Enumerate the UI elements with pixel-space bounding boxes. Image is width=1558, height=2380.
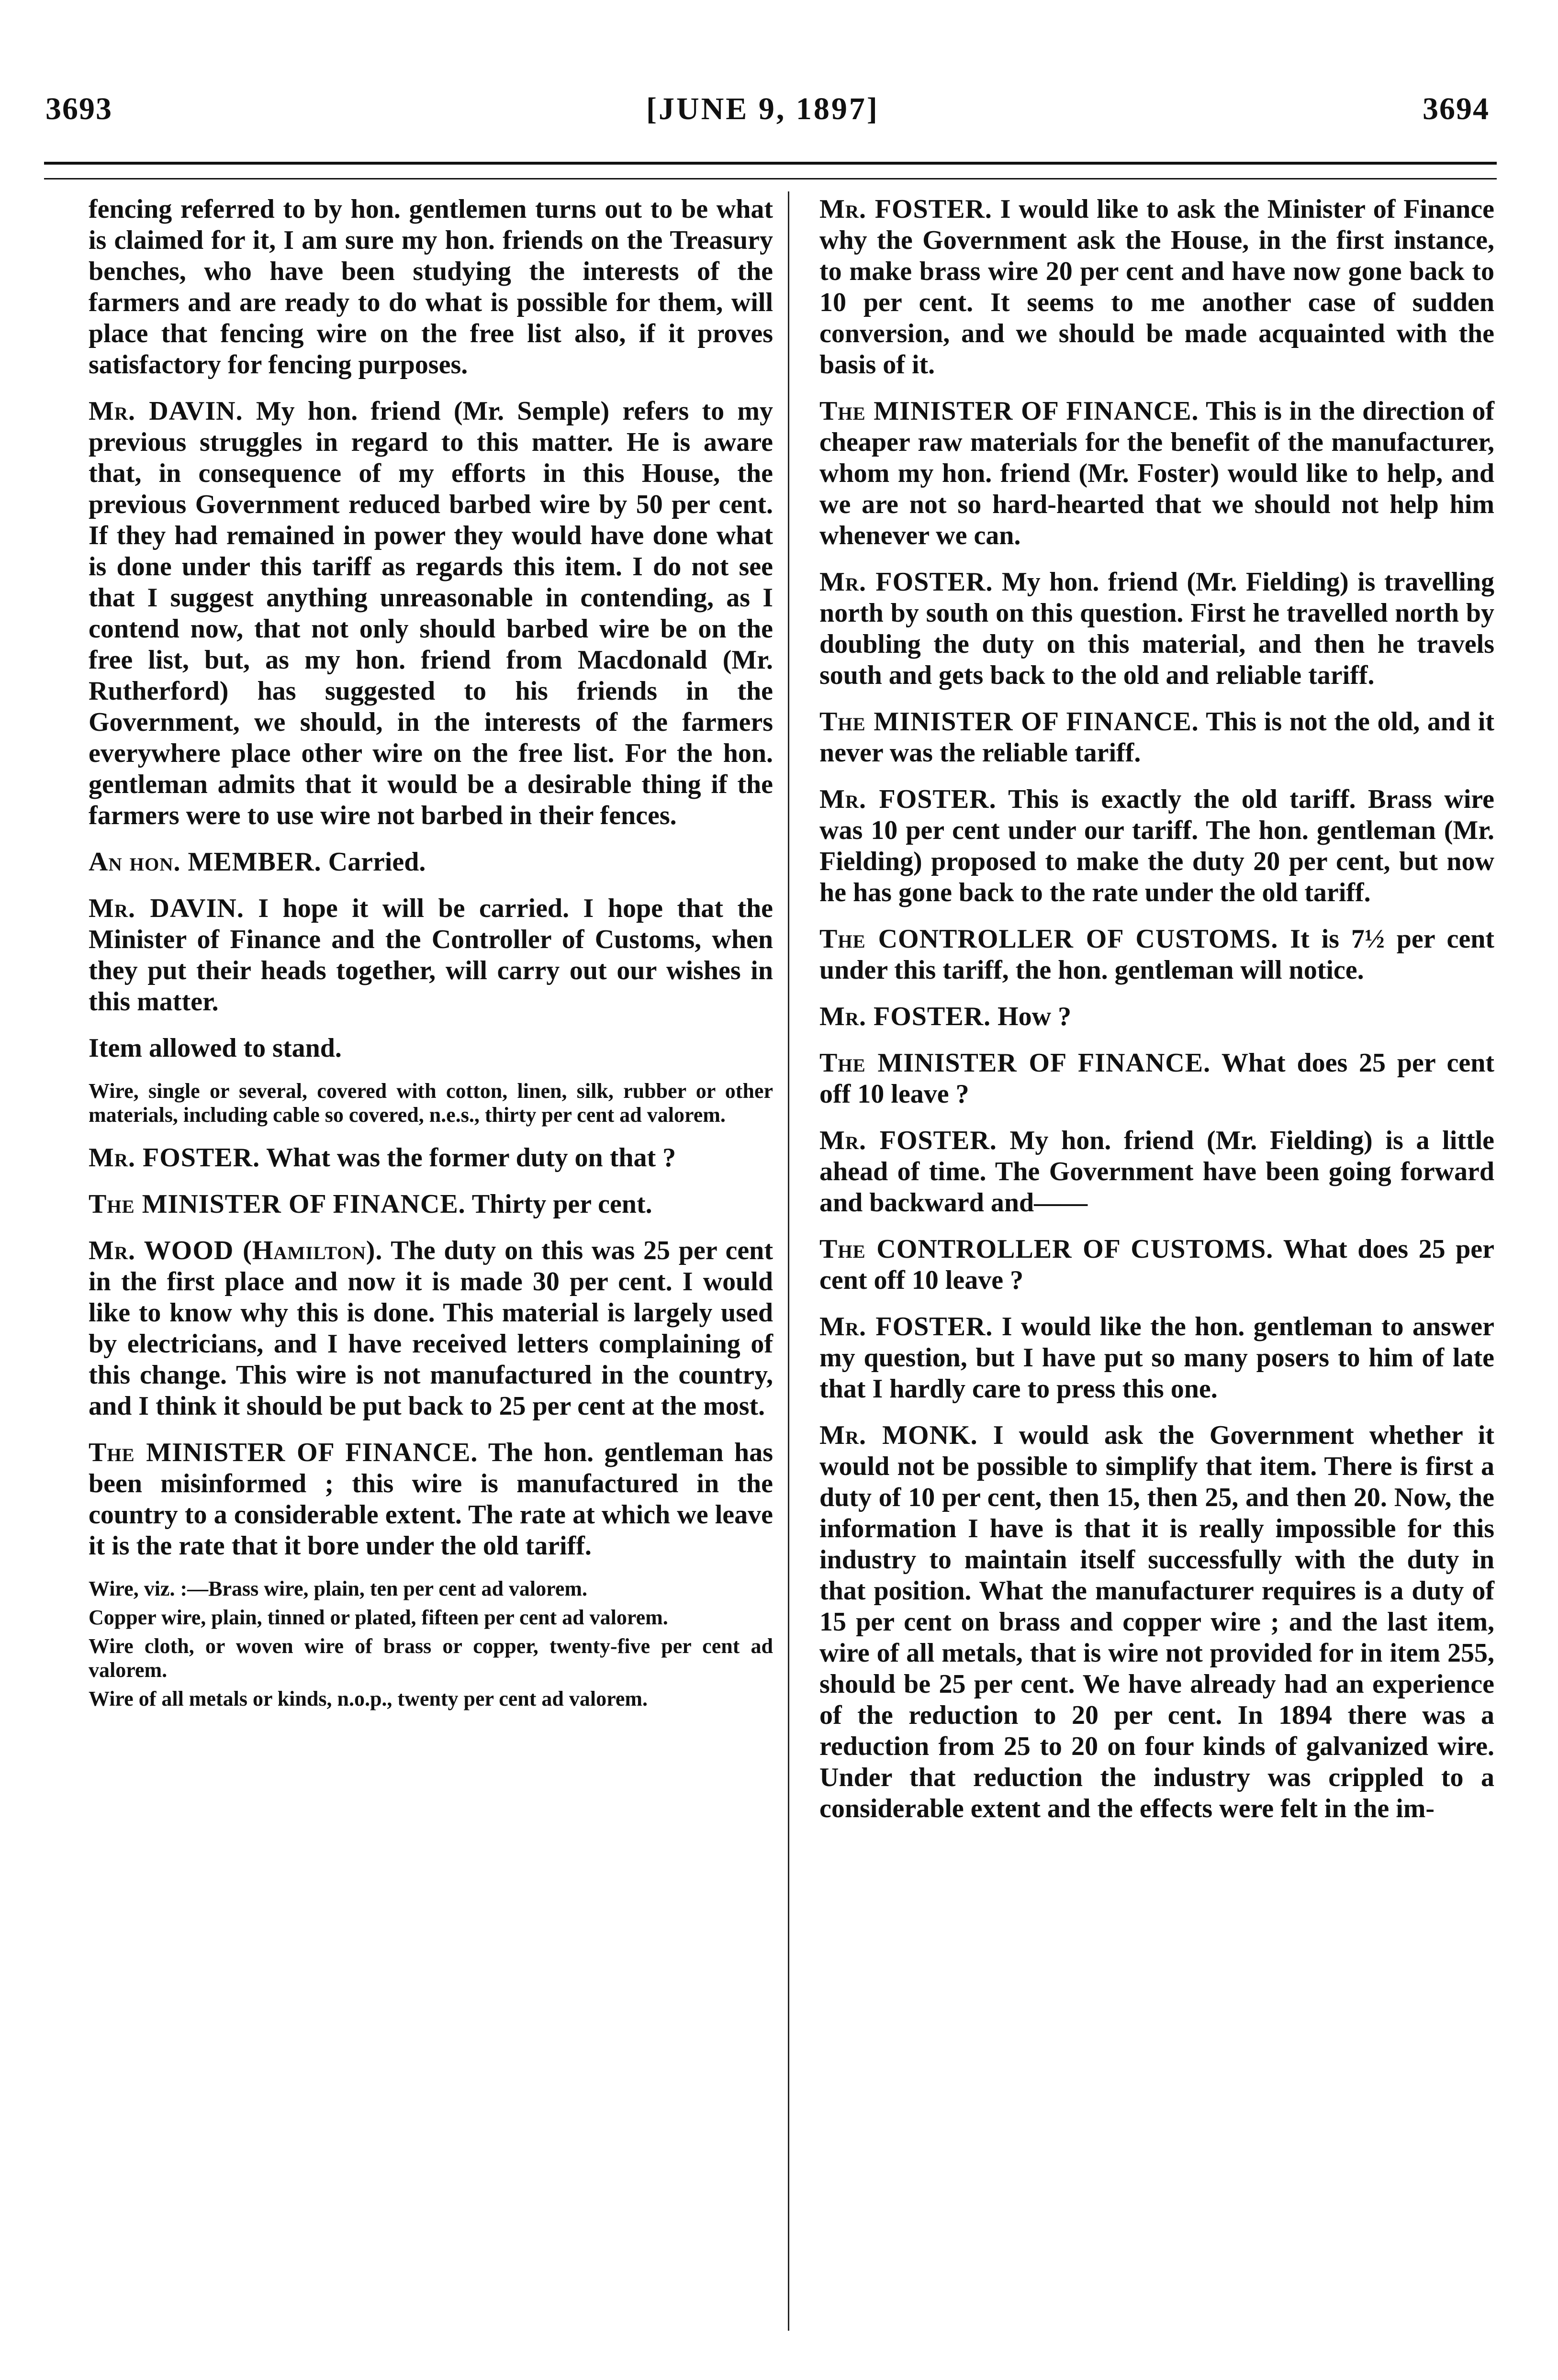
speech-text: My hon. friend (Mr. Fielding) is a little ahead of time. The Government have been going forward and backward and—— (819, 1126, 1495, 1218)
paragraph (819, 706, 1494, 769)
left-page-number: 3693 (45, 91, 112, 126)
column-divider (788, 191, 789, 2331)
speech-text: What does 25 per cent off 10 leave ? (819, 1048, 1494, 1109)
paragraph (89, 1235, 773, 1422)
paragraph (89, 1142, 773, 1173)
speaker-name: The MINISTER OF FINANCE. (819, 707, 1199, 737)
speech-text: fencing referred to by hon. gentlemen turns out to be what is claimed for it, I am sure my hon. friends on the Treasury benches, who have been studying the interests of the farmers and are ready to do what is possible for them, will place that fencing wire on the free list also, if it proves satisfactory for fencing purposes. (89, 194, 773, 380)
paragraph (819, 924, 1494, 986)
right-column (819, 194, 1494, 1840)
speech-text: This is in the direction of cheaper raw materials for the benefit of the manufacturer, whom my hon. friend (Mr. Foster) would like to help, and we are not so hard-hearted that we should not help him whenever we can. (819, 396, 1494, 550)
left-column (89, 194, 773, 1726)
paragraph (819, 194, 1494, 380)
speaker-name: An hon. MEMBER. (89, 847, 322, 877)
speaker-name: Mr. FOSTER. (819, 784, 997, 814)
speaker-name: Mr. MONK. (819, 1420, 978, 1450)
speech-text: How ? (998, 1002, 1072, 1031)
speech-text: The hon. gentleman has been misinformed ; this wire is manufactured in the country to a considerable extent. The rate at which we leave it is the rate that it bore under the old tariff. (89, 1438, 773, 1561)
tariff-items-wire (89, 1577, 773, 1711)
paragraph (819, 1420, 1494, 1824)
right-paragraphs (819, 194, 1494, 1824)
paragraph (819, 1001, 1494, 1032)
speaker-name: The MINISTER OF FINANCE. (819, 396, 1199, 426)
tariff-item-text: Copper wire, plain, tinned or plated, fifteen per cent ad valorem. (89, 1606, 668, 1629)
tariff-item-text: Wire, single or several, covered with cotton, linen, silk, rubber or other materials, including cable so covered, n.e.s., thirty per cent ad valorem. (89, 1079, 773, 1127)
speaker-name: Mr. FOSTER. (819, 1126, 997, 1155)
speaker-name: The MINISTER OF FINANCE. (819, 1048, 1211, 1078)
paragraph (89, 1189, 773, 1220)
speech-text: What was the former duty on that ? (266, 1143, 676, 1173)
paragraph (819, 784, 1494, 908)
speaker-name: Mr. FOSTER. (819, 567, 993, 597)
speech-text: What does 25 per cent off 10 leave ? (819, 1234, 1494, 1295)
paragraph (819, 396, 1494, 551)
speaker-name: The CONTROLLER OF CUSTOMS. (819, 1234, 1274, 1264)
paragraph (89, 1033, 773, 1064)
speaker-name: Mr. WOOD (Hamilton). (89, 1236, 383, 1265)
speaker-name: The MINISTER OF FINANCE. (89, 1189, 466, 1219)
tariff-item-text: Wire, viz. :—Brass wire, plain, ten per cent ad valorem. (89, 1577, 588, 1600)
speaker-name: Mr. FOSTER. (819, 194, 992, 224)
speech-text: I would ask the Government whether it would not be possible to simplify that item. There is first a duty of 10 per cent, then 15, then 25, and then 20. Now, the information I have is that it is really impossible for this industry to maintain itself successfully with the duty in that position. What the manufacturer requires is a duty of 15 per cent on brass and copper wire ; and the last item, wire of all metals, that is wire not provided for in item 255, should be 25 per cent. We have already had an experience of the reduction to 20 per cent. In 1894 there was a reduction from 25 to 20 on four kinds of galvanized wire. Under that reduction the industry was crippled to a considerable extent and the effects were felt in the im- (819, 1420, 1495, 1823)
paragraph (819, 1125, 1494, 1218)
left-paragraphs-b (89, 1142, 773, 1562)
speech-text: I hope it will be carried. I hope that the Minister of Finance and the Controller of Customs, when they put their heads together, will carry out our wishes in this matter. (89, 894, 773, 1017)
speaker-name: Mr. FOSTER. (819, 1312, 993, 1341)
speech-text: My hon. friend (Mr. Fielding) is travelling north by south on this question. First he travelled north by doubling the duty on this material, and then he travels south and gets back to the old and reliable tariff. (819, 567, 1495, 690)
paragraph (89, 847, 773, 878)
tariff-item-text: Wire of all metals or kinds, n.o.p., twenty per cent ad valorem. (89, 1687, 648, 1710)
speech-text: This is not the old, and it never was the reliable tariff. (819, 707, 1494, 768)
speaker-name: Mr. DAVIN. (89, 894, 244, 923)
paragraph (819, 567, 1494, 691)
right-page-number: 3694 (1423, 91, 1490, 126)
paragraph (89, 1437, 773, 1562)
speaker-name: Mr. DAVIN. (89, 396, 243, 426)
header-rule-thin (44, 178, 1497, 179)
speech-text: This is exactly the old tariff. Brass wire was 10 per cent under our tariff. The hon. gentleman (Mr. Fielding) proposed to make the duty 20 per cent, but now he has gone back to the rate under the old tariff. (819, 784, 1494, 907)
speaker-name: The MINISTER OF FINANCE. (89, 1438, 478, 1467)
paragraph (89, 194, 773, 380)
paragraph (89, 396, 773, 831)
tariff-item-text: Wire cloth, or woven wire of brass or copper, twenty-five per cent ad valorem. (89, 1634, 773, 1682)
speech-text: My hon. friend (Mr. Semple) refers to my previous struggles in regard to this matter. He is aware that, in consequence of my efforts in this House, the previous Government reduced barbed wire by 50 per cent. If they had remained in power they would have done what is done under this tariff as regards this item. I do not see that I suggest anything unreasonable in contending, as I contend now, that not only should barbed wire be on the free list, but, as my hon. friend from Macdonald (Mr. Rutherford) has suggested to his friends in the Government, we should, in the interests of the farmers everywhere place other wire on the free list. For the hon. gentleman admits that it would be a desirable thing if the farmers were to use wire not barbed in their fences. (89, 396, 773, 830)
tariff-item-covered-wire (89, 1079, 773, 1127)
paragraph (819, 1048, 1494, 1110)
speech-text: I would like to ask the Minister of Finance why the Government ask the House, in the first instance, to make brass wire 20 per cent and have now gone back to 10 per cent. It seems to me another case of sudden conversion, and we should be made acquainted with the basis of it. (819, 194, 1494, 380)
speaker-name: Mr. FOSTER. (819, 1002, 991, 1031)
speech-text: The duty on this was 25 per cent in the first place and now it is made 30 per cent. I would like to know why this is done. This material is largely used by electricians, and I have received letters complaining of this change. This wire is not manufactured in the country, and I think it should be put back to 25 per cent at the most. (89, 1236, 773, 1421)
left-paragraphs-a (89, 194, 773, 1064)
speaker-name: Mr. FOSTER. (89, 1143, 260, 1173)
speaker-name: The CONTROLLER OF CUSTOMS. (819, 924, 1278, 954)
speech-text: Carried. (328, 847, 426, 877)
paragraph (819, 1234, 1494, 1296)
date-header: [JUNE 9, 1897] (646, 91, 879, 126)
header-rule-thick (44, 162, 1497, 165)
speech-text: Item allowed to stand. (89, 1033, 342, 1063)
speech-text: Thirty per cent. (471, 1189, 652, 1219)
speech-text: It is 7½ per cent under this tariff, the hon. gentleman will notice. (819, 924, 1494, 985)
paragraph (819, 1311, 1494, 1405)
paragraph (89, 893, 773, 1017)
speech-text: I would like the hon. gentleman to answer my question, but I have put so many posers to him of late that I hardly care to press this one. (819, 1312, 1495, 1404)
